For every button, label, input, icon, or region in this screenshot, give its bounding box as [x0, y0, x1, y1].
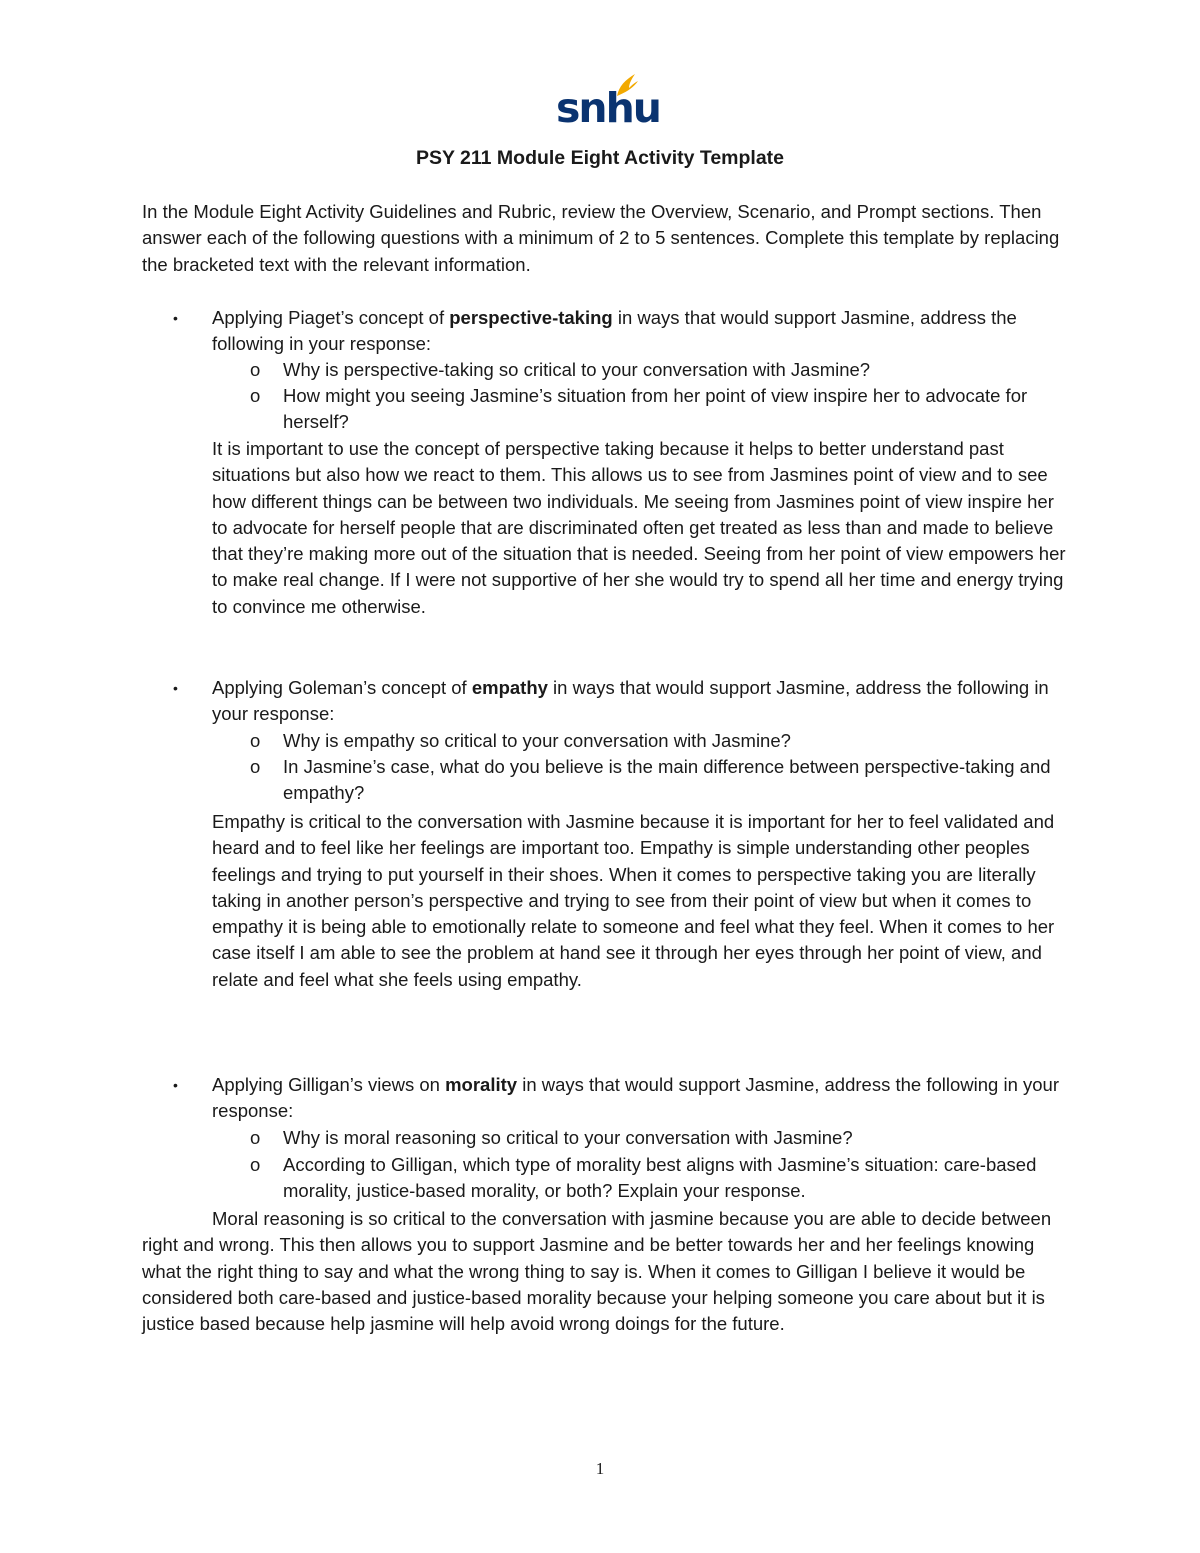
question-prompt-3	[212, 1072, 1072, 1125]
page-number: 1	[595, 1459, 605, 1478]
question-prompt-1	[212, 305, 1072, 358]
prompt-term: empathy	[471, 677, 548, 698]
sub-marker: o	[250, 730, 261, 751]
bullet-marker: •	[173, 310, 178, 326]
prompt-text: in ways that would support Jasmine, address the following in your response:	[212, 307, 1017, 355]
prompt-text: in ways that would support Jasmine, address the following in your response:	[212, 1074, 1059, 1122]
sub-question: Why is moral reasoning so critical to your conversation with Jasmine?	[283, 1127, 853, 1148]
sub-marker: o	[250, 385, 261, 406]
prompt-text: in ways that would support Jasmine, address the following in your response:	[212, 677, 1049, 725]
prompt-term: morality	[445, 1074, 518, 1095]
sub-question: According to Gilligan, which type of morality best aligns with Jasmine’s situation: care-based morality, justice-based morality, or both? Explain your response.	[283, 1154, 1037, 1202]
logo-text: snhu	[556, 84, 660, 132]
sub-marker: o	[250, 1127, 261, 1148]
sub-question: Why is empathy so critical to your conversation with Jasmine?	[283, 730, 791, 751]
bullet-marker: •	[173, 1077, 178, 1093]
prompt-text: Applying Goleman’s concept of	[212, 677, 472, 698]
sub-question: How might you seeing Jasmine’s situation from her point of view inspire her to advocate for herself?	[283, 385, 1028, 433]
sub-marker: o	[250, 1154, 261, 1175]
answer-text: Moral reasoning is so critical to the conversation with jasmine because you are able to decide between right and wrong. This then allows you to support Jasmine and be better towards her and her feelings knowing what the right thing to say and what the wrong thing to say is. When it comes to Gilligan I believe it would be considered both care-based and justice-based morality because your helping someone you care about but it is justice based because help jasmine will help avoid wrong doings for the future.	[142, 1208, 1052, 1335]
bullet-marker: •	[173, 680, 178, 696]
snhu-logo	[556, 72, 660, 132]
sub-question: In Jasmine’s case, what do you believe is the main difference between perspective-taking and empathy?	[283, 756, 1051, 804]
prompt-text: Applying Gilligan’s views on	[212, 1074, 446, 1095]
question-prompt-2	[212, 675, 1072, 728]
sub-marker: o	[250, 359, 261, 380]
answer-paragraph-1: It is important to use the concept of perspective taking because it helps to better understand past situations but also how we react to them. This allows us to see from Jasmines point of view and to see how different things can be between two individuals. Me seeing from Jasmines point of view inspire her to advocate for herself people that are discriminated often get treated as less than and made to believe that they’re making more out of the situation that is needed. Seeing from her point of view empowers her to make real change. If I were not supportive of her she would try to spend all her time and energy trying to convince me otherwise.	[212, 438, 1066, 617]
answer-paragraph-2: Empathy is critical to the conversation with Jasmine because it is important for her to feel validated and heard and to feel like her feelings are important too. Empathy is simple understanding other peoples feelings and trying to put yourself in their shoes. When it comes to perspective taking you are literally taking in another person’s perspective and trying to see from their point of view but when it comes to empathy it is being able to emotionally relate to someone and feel what they feel. When it comes to her case itself I am able to see the problem at hand see it through her eyes through her point of view, and relate and feel what she feels using empathy.	[212, 811, 1055, 990]
prompt-term: perspective-taking	[449, 307, 613, 328]
sub-question: Why is perspective-taking so critical to your conversation with Jasmine?	[283, 359, 871, 380]
sub-marker: o	[250, 756, 261, 777]
intro-paragraph: In the Module Eight Activity Guidelines and Rubric, review the Overview, Scenario, and Prompt sections. Then answer each of the following questions with a minimum of 2 to 5 sentences. Complete this template by replacing the bracketed text with the relevant information.	[142, 201, 1060, 275]
page-title: PSY 211 Module Eight Activity Template	[415, 147, 785, 169]
answer-paragraph-3	[142, 1206, 1072, 1337]
prompt-text: Applying Piaget’s concept of	[212, 307, 450, 328]
